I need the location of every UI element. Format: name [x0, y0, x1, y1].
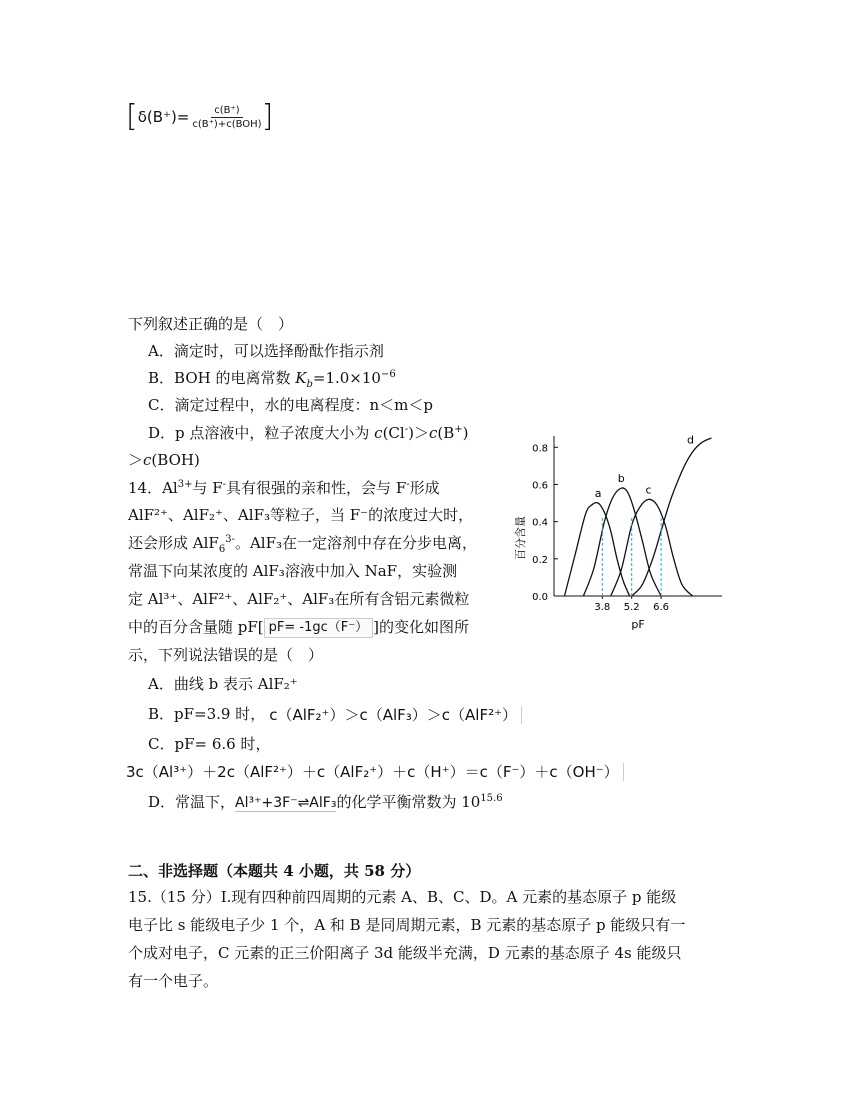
curve-d: [632, 438, 712, 596]
q14-line-2: AlF²⁺、AlF₂⁺、AlF₃等粒子，当 F⁻的浓度过大时，: [128, 506, 474, 524]
q13-option-b: [148, 366, 396, 390]
q14-l3-end: 。AlF₃在一定溶剂中存在分步电离，: [234, 534, 477, 552]
q14-l1-sup3: -: [406, 479, 410, 490]
q13-d-mid4: ): [462, 424, 469, 442]
q13-d-l2-post: (BOH): [151, 451, 200, 469]
q13-option-c: C．滴定过程中，水的电离程度：n＜m＜p: [148, 396, 433, 414]
q14-option-d: [148, 790, 503, 815]
q13-d-mid1: (Cl: [382, 424, 405, 442]
q15-line-4: 有一个电子。: [128, 972, 219, 990]
q13-b-pre: B．BOH 的电离常数: [148, 369, 296, 387]
q13-b-sup: −6: [380, 369, 396, 380]
q13-d-sup1: -: [404, 424, 409, 435]
q14-l1-sup1: 3+: [177, 479, 193, 490]
curve-label-d: d: [687, 433, 694, 447]
left-bracket: [: [126, 99, 138, 134]
q14-b-formula: c（AlF₂⁺）＞c（AlF₃）＞c（AlF²⁺）: [265, 706, 522, 724]
q14-d-post: 的化学平衡常数为 10: [336, 793, 481, 811]
q15-line-3: 个成对电子，C 元素的正三价阳离子 3d 能级半充满，D 元素的基态原子 4s 能级只: [128, 944, 682, 962]
q13-d-pre: D．p 点溶液中，粒子浓度大小为: [148, 424, 375, 442]
q13-d-mid2: )＞: [408, 424, 429, 442]
delta-formula: [126, 99, 274, 134]
q13-d-c1: c: [374, 424, 383, 442]
curve-label-a: a: [594, 487, 602, 501]
y-tick-label-4: 0.8: [532, 443, 548, 455]
q13-stem: 下列叙述正确的是（ ）: [128, 315, 294, 333]
q14-option-c: C．pF= 6.6 时，: [148, 735, 271, 753]
q14-l1-mid: 与 F: [192, 479, 223, 497]
q14-line-3: [128, 531, 477, 555]
q15-line-1: 15.（15 分）Ⅰ.现有四种前四周期的元素 A、B、C、D。A 元素的基态原子 p 能级: [128, 888, 677, 906]
y-tick-label-2: 0.4: [532, 517, 548, 529]
q14-b-pre: B．pF=3.9 时，: [148, 705, 266, 723]
q14-d-formula: Al³⁺+3F⁻⇌AlF₃: [235, 795, 337, 811]
q14-option-a: A．曲线 b 表示 AlF₂⁺: [148, 675, 298, 693]
q14-l3-sup: 3-: [225, 534, 235, 545]
delta-lhs: δ(B⁺)=: [137, 108, 190, 126]
pf-definition-formula: pF= -1gc（F⁻）: [264, 618, 373, 638]
curve-a: [565, 503, 630, 596]
q13-b-k: K: [295, 369, 307, 387]
q14-line-5: 定 Al³⁺、AlF²⁺、AlF₂⁺、AlF₃在所有含铝元素微粒: [128, 590, 470, 608]
q14-d-sup: 15.6: [480, 793, 503, 804]
y-tick-label-0: 0.0: [532, 592, 548, 603]
q14-l6-end: ]的变化如图所: [373, 618, 469, 636]
q14-option-b: [148, 702, 522, 726]
x-tick-label-0: 3.8: [594, 602, 611, 613]
chart-svg: [500, 428, 736, 640]
q14-line-4: 常温下向某浓度的 AlF₃溶液中加入 NaF，实验测: [128, 562, 458, 580]
q14-l1-mid2: 具有很强的亲和性，会与 F: [226, 479, 407, 497]
q14-line-1: [128, 476, 440, 500]
q13-option-d-cont: [128, 448, 200, 472]
q13-d-l2-pre: ＞: [128, 451, 144, 469]
aluminum-fluoride-distribution-chart: [500, 428, 736, 640]
delta-numerator: c(B⁺): [211, 105, 242, 118]
q15-line-2: 电子比 s 能级电子少 1 个，A 和 B 是同周期元素，B 元素的基态原子 p 能级只有一: [128, 916, 686, 934]
q14-l1-pre: 14．Al: [128, 479, 178, 497]
y-tick-label-3: 0.6: [532, 480, 548, 492]
section-2-heading: 二、非选择题（本题共 4 小题，共 58 分）: [128, 862, 421, 880]
q13-option-d: [148, 421, 469, 445]
q14-line-6: [128, 615, 469, 639]
q13-b-post: =1.0×10: [312, 369, 381, 387]
chart-ylabel: 百分含量: [514, 516, 527, 560]
q14-l6-pre: 中的百分含量随 pF[: [128, 618, 264, 636]
q14-l3-pre: 还会形成 AlF: [128, 534, 219, 552]
delta-fraction: [192, 105, 261, 130]
q13-d-c2: c: [428, 424, 438, 442]
q13-d-l2-c: c: [143, 451, 152, 469]
x-tick-label-2: 6.6: [653, 602, 670, 613]
q14-d-pre: D．常温下，: [148, 793, 236, 811]
q14-l1-end: 形成: [409, 479, 440, 497]
delta-denominator: c(B⁺)+c(BOH): [192, 118, 262, 130]
q13-b-sub: b: [306, 379, 313, 390]
q13-d-sup2: +: [454, 424, 463, 435]
q14-c-formula-line: [126, 760, 624, 784]
curve-label-c: c: [645, 483, 652, 497]
q14-l3-sub: 6: [218, 544, 226, 555]
q14-line-7: 示，下列说法错误的是（ ）: [128, 646, 324, 664]
q14-l1-sup2: -: [222, 479, 227, 490]
chart-xlabel: pF: [631, 618, 645, 631]
x-tick-label-1: 5.2: [623, 602, 640, 613]
q13-option-a: A．滴定时，可以选择酚酞作指示剂: [148, 342, 384, 360]
q13-d-mid3: (B: [437, 424, 455, 442]
right-bracket: ]: [261, 99, 274, 134]
q14-c-formula: 3c（Al³⁺）＋2c（AlF²⁺）＋c（AlF₂⁺）＋c（H⁺）＝c（F⁻）＋c（OH⁻）: [126, 763, 624, 781]
curve-label-b: b: [617, 472, 625, 486]
y-tick-label-1: 0.2: [532, 554, 548, 566]
